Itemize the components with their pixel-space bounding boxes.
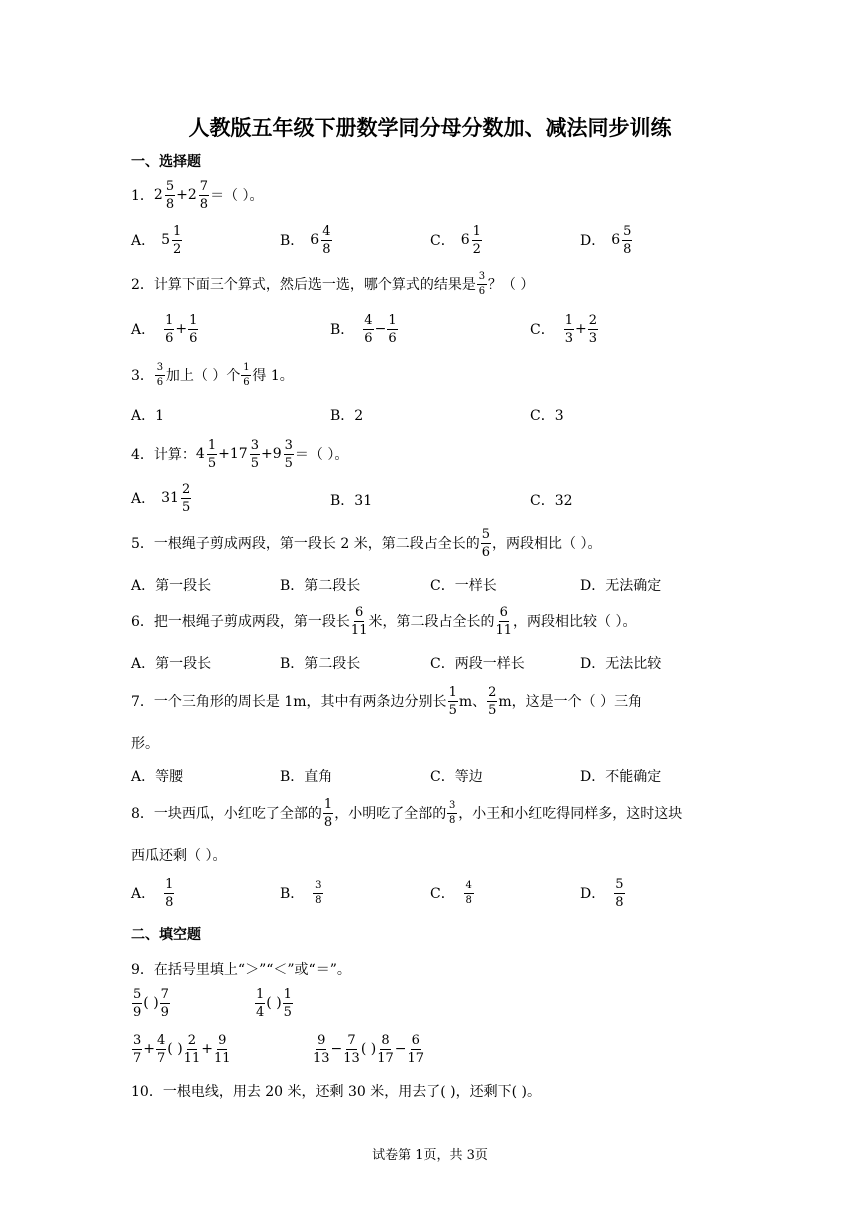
text-segment: 6 — [310, 232, 320, 248]
fraction — [464, 881, 474, 906]
fraction — [283, 988, 293, 1019]
fraction-denominator: 8 — [165, 196, 175, 212]
fraction — [199, 180, 209, 211]
text-segment: A． — [131, 322, 156, 338]
question-number: 4． — [131, 447, 154, 463]
q8-option-c[interactable] — [430, 873, 475, 913]
text-segment: + — [143, 1041, 156, 1057]
fraction-numerator: 1 — [256, 986, 265, 1002]
text-segment: B． — [330, 322, 355, 338]
question-4 — [131, 431, 348, 477]
text-segment: 31 — [161, 490, 179, 506]
q5-option-c[interactable]: C．一样长 — [430, 578, 497, 594]
fraction-denominator: 5 — [207, 455, 217, 471]
fraction-numerator: 6 — [411, 1032, 420, 1048]
fraction-numerator: 8 — [381, 1032, 390, 1048]
fraction-numerator: 1 — [323, 796, 333, 812]
fraction-denominator: 8 — [623, 241, 632, 257]
answer-blank[interactable]: ( ) — [266, 995, 282, 1011]
fraction-numerator: 1 — [448, 684, 457, 700]
text-segment: 计算： — [153, 447, 196, 463]
question-7-continued: 形。 — [131, 736, 159, 752]
fraction-numerator: 3 — [447, 801, 457, 814]
fraction-denominator: 6 — [388, 330, 397, 346]
question-number: 5． — [131, 536, 154, 552]
fraction-denominator: 11 — [350, 622, 368, 638]
fraction-denominator: 11 — [183, 1050, 201, 1066]
fraction — [564, 314, 574, 345]
q3-option-c[interactable]: C．3 — [530, 408, 564, 424]
fraction — [172, 225, 182, 256]
text-segment: A． — [131, 886, 156, 902]
answer-blank: ，两段相比较（ ）。 — [513, 614, 637, 630]
text-segment: 在括号里填上“＞”“＜”或“＝”。 — [153, 962, 351, 978]
fraction-denominator: 4 — [256, 1004, 265, 1020]
text-segment: 2 — [153, 187, 163, 203]
fraction-denominator: 2 — [472, 241, 481, 257]
question-1 — [131, 172, 264, 218]
text-segment: D． — [580, 233, 606, 249]
page-footer: 试卷第 1页，共 3页 — [372, 1148, 488, 1163]
text-segment: B． — [280, 233, 305, 249]
fraction-denominator: 3 — [564, 330, 573, 346]
answer-blank: m，这是一个（ ）三角 — [498, 694, 643, 710]
text-segment: − — [330, 1041, 343, 1057]
fraction — [343, 1034, 360, 1065]
fraction — [313, 881, 323, 906]
fraction — [351, 606, 368, 637]
text-segment: 把一根绳子剪成两段，第一段长 — [153, 614, 350, 630]
answer-blank[interactable]: ( ) — [167, 1041, 183, 1057]
text-segment: A． — [131, 491, 156, 507]
q2-option-c[interactable] — [530, 309, 599, 349]
text-segment: + — [260, 446, 273, 462]
answer-blank: ＝（ ）。 — [294, 447, 349, 463]
question-number: 7． — [131, 694, 154, 710]
fraction — [407, 1034, 424, 1065]
fraction — [323, 798, 333, 829]
section-heading-choice: 一、选择题 — [131, 154, 201, 170]
fraction-denominator: 8 — [199, 196, 209, 212]
fraction-numerator: 4 — [322, 223, 331, 239]
answer-blank: ＝（ ）。 — [210, 188, 264, 204]
q5-option-b[interactable]: B．第二段长 — [280, 578, 361, 594]
fraction-denominator: 8 — [315, 894, 322, 906]
q7-option-d[interactable]: D．不能确定 — [580, 769, 662, 785]
q6-option-b[interactable]: B．第二段长 — [280, 656, 361, 672]
fraction-numerator: 1 — [165, 876, 174, 892]
fraction-numerator: 5 — [615, 876, 624, 892]
fraction-denominator: 7 — [157, 1050, 166, 1066]
fraction-numerator: 5 — [133, 986, 142, 1002]
fraction-denominator: 8 — [465, 894, 472, 906]
fraction-numerator: 4 — [464, 881, 474, 894]
q7-option-b[interactable]: B．直角 — [280, 769, 333, 785]
section-heading-fill: 二、填空题 — [131, 927, 201, 943]
fraction — [387, 314, 397, 345]
fraction — [214, 1034, 231, 1065]
text-segment: A． — [131, 233, 156, 249]
text-segment: 4 — [195, 446, 205, 462]
fraction-numerator: 1 — [173, 223, 182, 239]
q1-option-a[interactable] — [131, 220, 183, 260]
fraction-numerator: 2 — [187, 1032, 197, 1048]
fraction-denominator: 6 — [481, 544, 491, 560]
text-segment: − — [394, 1041, 407, 1057]
question-8 — [131, 790, 682, 836]
fraction — [181, 483, 191, 514]
text-segment: C． — [430, 233, 455, 249]
q6-option-c[interactable]: C．两段一样长 — [430, 656, 525, 672]
q9-compare-4 — [312, 1029, 425, 1069]
text-segment: 6 — [460, 232, 470, 248]
fraction-denominator: 6 — [189, 330, 198, 346]
fraction — [481, 528, 491, 559]
text-segment: C． — [430, 886, 455, 902]
fraction — [313, 1034, 330, 1065]
fraction-denominator: 8 — [615, 894, 624, 910]
text-segment: 6 — [611, 232, 621, 248]
q1-option-b[interactable] — [280, 220, 333, 260]
fraction — [477, 272, 487, 297]
fraction — [156, 1034, 166, 1065]
fraction-numerator: 1 — [472, 223, 481, 239]
fraction-denominator: 13 — [313, 1050, 330, 1066]
fraction-denominator: 5 — [250, 455, 259, 471]
fraction — [363, 314, 373, 345]
q4-option-b[interactable]: B．31 — [330, 493, 373, 509]
q3-option-b[interactable]: B．2 — [330, 408, 364, 424]
text-segment: 米，第二段占全长的 — [368, 614, 495, 630]
fraction-denominator: 9 — [160, 1004, 169, 1020]
fraction — [377, 1034, 394, 1065]
fraction-denominator: 3 — [588, 330, 598, 346]
fraction — [241, 363, 251, 388]
fraction-numerator: 1 — [564, 312, 573, 328]
question-number: 3． — [131, 368, 154, 384]
fraction — [165, 180, 175, 211]
fraction-numerator: 2 — [488, 684, 497, 700]
answer-blank[interactable]: ( ) — [143, 995, 159, 1011]
fraction — [164, 878, 174, 909]
fraction-numerator: 3 — [477, 272, 487, 285]
text-segment: + — [218, 446, 230, 462]
fraction — [155, 363, 165, 388]
q7-option-a[interactable]: A．等腰 — [131, 769, 184, 785]
fraction-numerator: 5 — [481, 526, 491, 542]
fraction-denominator: 8 — [165, 894, 174, 910]
fraction-denominator: 5 — [284, 455, 293, 471]
text-segment: 得 1。 — [252, 368, 294, 384]
q1-option-c[interactable] — [430, 220, 483, 260]
question-3 — [131, 352, 294, 398]
fraction — [164, 314, 174, 345]
question-9 — [131, 959, 351, 979]
fraction-numerator: 5 — [165, 178, 175, 194]
fraction-denominator: 6 — [243, 376, 250, 388]
question-6 — [131, 598, 636, 644]
fraction — [250, 439, 260, 470]
q4-option-c[interactable]: C．32 — [530, 493, 573, 509]
fraction-denominator: 11 — [213, 1050, 231, 1066]
q6-option-d[interactable]: D．无法比较 — [580, 656, 662, 672]
fraction-denominator: 5 — [283, 1004, 292, 1020]
fraction-denominator: 6 — [165, 330, 174, 346]
fraction-denominator: 6 — [478, 285, 486, 297]
question-number: 9． — [131, 962, 154, 978]
q1-option-d[interactable] — [580, 220, 633, 260]
fraction — [487, 686, 497, 717]
q8-option-b[interactable] — [280, 873, 324, 913]
fraction-numerator: 1 — [388, 312, 397, 328]
text-segment: 加上（ ）个 — [165, 368, 241, 384]
fraction-denominator: 9 — [133, 1004, 142, 1020]
q7-option-c[interactable]: C．等边 — [430, 769, 483, 785]
fraction-numerator: 1 — [241, 363, 251, 376]
fraction — [132, 1034, 142, 1065]
question-number: 2． — [131, 277, 154, 293]
text-segment: ，小明吃了全部的 — [334, 806, 447, 822]
q8-option-d[interactable] — [580, 873, 626, 913]
fraction — [614, 878, 624, 909]
text-segment: C． — [530, 322, 555, 338]
question-5 — [131, 520, 601, 566]
fraction-denominator: 5 — [448, 702, 457, 718]
fraction — [495, 606, 512, 637]
fraction — [184, 1034, 201, 1065]
fraction — [188, 314, 198, 345]
fraction-numerator: 7 — [199, 178, 209, 194]
question-2 — [131, 261, 534, 307]
answer-blank: ，两段相比（ ）。 — [492, 536, 602, 552]
text-segment: + — [201, 1041, 213, 1057]
fraction-numerator: 9 — [218, 1032, 227, 1048]
text-segment: 2 — [187, 187, 197, 203]
fraction-numerator: 6 — [499, 604, 508, 620]
fraction-numerator: 1 — [207, 437, 217, 453]
fraction-numerator: 3 — [250, 437, 259, 453]
q9-compare-3 — [131, 1029, 232, 1069]
fraction-denominator: 8 — [323, 814, 333, 830]
text-segment: 一个三角形的周长是 1m，其中有两条边分别长 — [153, 694, 447, 710]
page-title: 人教版五年级下册数学同分母分数加、减法同步训练 — [188, 116, 672, 140]
fraction — [472, 225, 482, 256]
text-segment: ，小王和小红吃得同样多，这时这块 — [458, 806, 683, 822]
fraction-denominator: 5 — [181, 499, 191, 515]
question-number: 10． — [131, 1084, 163, 1100]
question-8-continued: 西瓜还剩（ ）。 — [131, 848, 227, 864]
text-segment: + — [176, 187, 188, 203]
fraction-denominator: 6 — [156, 376, 164, 388]
text-segment: 17 — [229, 446, 248, 462]
question-10 — [131, 1081, 541, 1101]
fraction-numerator: 6 — [355, 604, 364, 620]
fraction-numerator: 1 — [165, 312, 174, 328]
text-segment: m、 — [458, 694, 487, 710]
fraction-denominator: 8 — [449, 814, 456, 826]
q8-option-a[interactable] — [131, 873, 175, 913]
fraction — [447, 801, 457, 826]
fraction-numerator: 3 — [284, 437, 293, 453]
answer-blank: ？（ ） — [487, 277, 535, 293]
fraction-numerator: 7 — [347, 1032, 356, 1048]
fraction-denominator: 5 — [488, 702, 497, 718]
text-segment: 5 — [161, 232, 171, 248]
text-segment: − — [374, 321, 387, 337]
fraction — [255, 988, 265, 1019]
q9-compare-1 — [131, 983, 171, 1023]
question-number: 6． — [131, 614, 154, 630]
text-segment: D． — [580, 886, 606, 902]
question-7 — [131, 678, 642, 724]
fraction — [160, 988, 170, 1019]
q6-option-a[interactable]: A．第一段长 — [131, 656, 212, 672]
q2-option-b[interactable] — [330, 309, 399, 349]
fraction-denominator: 13 — [343, 1050, 360, 1066]
answer-blank[interactable]: ( ) — [360, 1041, 377, 1057]
fraction-numerator: 3 — [155, 363, 165, 376]
fraction-denominator: 2 — [173, 241, 182, 257]
text-segment: + — [175, 321, 188, 337]
fraction — [622, 225, 632, 256]
q9-compare-2 — [254, 983, 294, 1023]
fraction — [448, 686, 458, 717]
q3-option-a[interactable]: A．1 — [131, 408, 165, 424]
fraction-numerator: 4 — [364, 312, 373, 328]
text-segment: B． — [280, 886, 305, 902]
fraction-numerator: 3 — [313, 881, 323, 894]
fraction-denominator: 17 — [407, 1050, 425, 1066]
fraction-denominator: 11 — [495, 622, 513, 638]
q5-option-d[interactable]: D．无法确定 — [580, 578, 662, 594]
fraction-numerator: 2 — [588, 312, 598, 328]
fraction-denominator: 6 — [364, 330, 373, 346]
q4-option-a[interactable] — [131, 478, 192, 518]
fraction — [588, 314, 598, 345]
fraction-denominator: 17 — [377, 1050, 394, 1066]
text-segment: 9 — [272, 446, 282, 462]
text-segment: 一块西瓜，小红吃了全部的 — [153, 806, 322, 822]
fraction — [321, 225, 331, 256]
fraction — [207, 439, 217, 470]
question-number: 1． — [131, 188, 154, 204]
text-segment: 一根电线，用去 20 米，还剩 30 米，用去了( )，还剩下( )。 — [162, 1084, 542, 1100]
fraction-denominator: 8 — [322, 241, 331, 257]
q5-option-a[interactable]: A．第一段长 — [131, 578, 212, 594]
text-segment: 计算下面三个算式，然后选一选，哪个算式的结果是 — [153, 277, 476, 293]
fraction-numerator: 3 — [133, 1032, 142, 1048]
fraction-numerator: 1 — [189, 312, 198, 328]
fraction — [284, 439, 294, 470]
text-segment: 一根绳子剪成两段，第一段长 2 米，第二段占全长的 — [153, 536, 480, 552]
fraction-numerator: 2 — [181, 481, 191, 497]
q2-option-a[interactable] — [131, 309, 199, 349]
fraction-denominator: 7 — [133, 1050, 142, 1066]
fraction-numerator: 1 — [283, 986, 292, 1002]
fraction-numerator: 4 — [157, 1032, 166, 1048]
fraction — [132, 988, 142, 1019]
fraction-numerator: 5 — [623, 223, 632, 239]
fraction-numerator: 9 — [317, 1032, 326, 1048]
fraction-numerator: 7 — [160, 986, 169, 1002]
question-number: 8． — [131, 806, 154, 822]
text-segment: + — [575, 321, 587, 337]
